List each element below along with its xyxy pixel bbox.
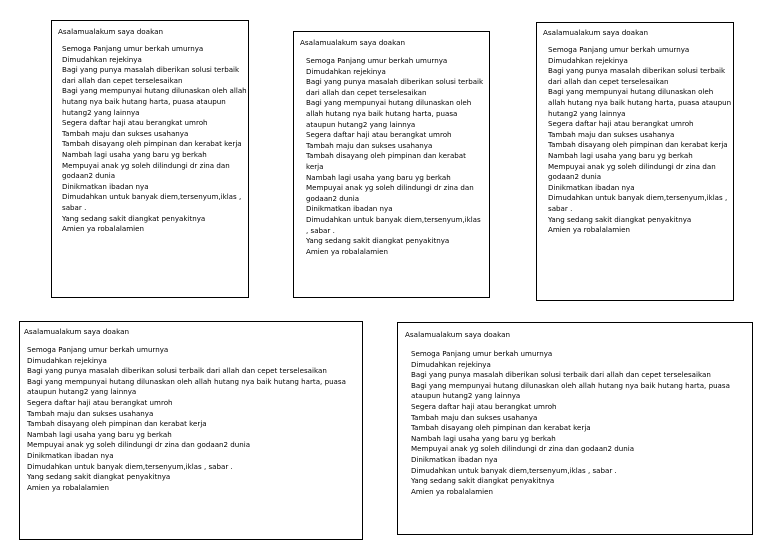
- prayer-line: Amien ya robalalamien: [27, 482, 109, 492]
- prayer-line: Bagi yang mempunyai hutang dilunaskan oleh allah hutang nya baik hutang harta, puasa ataupun hutang2 yang lainnya: [306, 98, 472, 129]
- prayer-line: Semoga Panjang umur berkah umurnya: [62, 44, 204, 53]
- prayer-line: Bagi yang punya masalah diberikan solusi terbaik dari allah dan cepet terselesaikan: [62, 65, 240, 85]
- prayer-line: Dimudahkan rejekinya: [62, 54, 142, 64]
- prayer-line: Amien ya robalalamien: [306, 246, 388, 256]
- prayer-line: Dimudahkan rejekinya: [411, 359, 491, 369]
- prayer-line: Semoga Panjang umur berkah umurnya: [411, 349, 553, 358]
- prayer-line: Tambah disayang oleh pimpinan dan kerabat kerja: [548, 140, 728, 150]
- prayer-list: [62, 44, 247, 235]
- prayer-line: Nambah lagi usaha yang baru yg berkah: [306, 172, 451, 182]
- text-box-1: [51, 20, 249, 298]
- prayer-line: Dimudahkan untuk banyak diem,tersenyum,iklas , sabar .: [411, 465, 617, 475]
- prayer-line: Nambah lagi usaha yang baru yg berkah: [62, 149, 207, 159]
- prayer-line: Dimudahkan rejekinya: [27, 355, 107, 365]
- prayer-line: Mempuyai anak yg soleh dilindungi dr zina dan godaan2 dunia: [62, 160, 230, 181]
- prayer-line: Bagi yang mempunyai hutang dilunaskan oleh allah hutang nya baik hutang harta, puasa ataupun hutang2 yang lainnya: [411, 380, 730, 401]
- prayer-line: Tambah maju dan sukses usahanya: [27, 408, 154, 418]
- prayer-line: Yang sedang sakit diangkat penyakitnya: [27, 472, 171, 482]
- prayer-line: Tambah disayang oleh pimpinan dan kerabat kerja: [62, 139, 242, 149]
- prayer-line: Bagi yang punya masalah diberikan solusi terbaik dari allah dan cepet terselesaikan: [411, 370, 711, 380]
- prayer-line: Mempuyai anak yg soleh dilindungi dr zina dan godaan2 dunia: [27, 440, 251, 450]
- prayer-line: Tambah disayang oleh pimpinan dan kerabat kerja: [27, 419, 207, 429]
- prayer-line: Amien ya robalalamien: [62, 224, 144, 234]
- prayer-line: Tambah maju dan sukses usahanya: [548, 129, 675, 139]
- prayer-line: Nambah lagi usaha yang baru yg berkah: [411, 433, 556, 443]
- text-box-4: [19, 321, 363, 540]
- prayer-line: Yang sedang sakit diangkat penyakitnya: [411, 476, 555, 486]
- prayer-line: Segera daftar haji atau berangkat umroh: [27, 397, 173, 407]
- prayer-line: Bagi yang mempunyai hutang dilunaskan oleh allah hutang nya baik hutang harta, puasa ataupun hutang2 yang lainnya: [62, 86, 247, 117]
- prayer-line: Yang sedang sakit diangkat penyakitnya: [62, 213, 206, 223]
- prayer-line: Segera daftar haji atau berangkat umroh: [306, 130, 452, 140]
- prayer-line: Mempuyai anak yg soleh dilindungi dr zina dan godaan2 dunia: [548, 161, 716, 182]
- prayer-line: Dimudahkan untuk banyak diem,tersenyum,iklas , sabar .: [306, 214, 481, 235]
- prayer-line: Segera daftar haji atau berangkat umroh: [62, 118, 208, 128]
- prayer-line: Semoga Panjang umur berkah umurnya: [27, 345, 169, 354]
- prayer-line: Bagi yang punya masalah diberikan solusi terbaik dari allah dan cepet terselesaikan: [27, 366, 327, 376]
- prayer-line: Segera daftar haji atau berangkat umroh: [411, 401, 557, 411]
- text-box-3: [536, 22, 734, 301]
- prayer-line: Yang sedang sakit diangkat penyakitnya: [548, 214, 692, 224]
- prayer-line: Dimudahkan untuk banyak diem,tersenyum,iklas , sabar .: [27, 461, 233, 471]
- prayer-line: Mempuyai anak yg soleh dilindungi dr zina dan godaan2 dunia: [306, 183, 474, 203]
- prayer-line: Dimudahkan untuk banyak diem,tersenyum,iklas , sabar .: [62, 192, 242, 212]
- prayer-line: Dinikmatkan ibadan nya: [548, 182, 635, 192]
- prayer-line: Semoga Panjang umur berkah umurnya: [306, 56, 448, 65]
- box-title: Asalamualakum saya doakan: [543, 28, 649, 37]
- prayer-line: Semoga Panjang umur berkah umurnya: [548, 45, 690, 54]
- prayer-line: Dimudahkan rejekinya: [306, 66, 386, 76]
- prayer-line: Nambah lagi usaha yang baru yg berkah: [548, 150, 693, 160]
- prayer-line: Dinikmatkan ibadan nya: [62, 181, 149, 191]
- prayer-line: Dimudahkan untuk banyak diem,tersenyum,iklas , sabar .: [548, 193, 728, 213]
- prayer-list: [548, 45, 732, 236]
- prayer-line: Yang sedang sakit diangkat penyakitnya: [306, 236, 450, 246]
- prayer-list: [27, 345, 361, 493]
- prayer-line: Tambah disayang oleh pimpinan dan kerabat kerja: [411, 423, 591, 433]
- prayer-line: Dimudahkan rejekinya: [548, 55, 628, 65]
- box-title: Asalamualakum saya doakan: [300, 38, 406, 47]
- prayer-line: Mempuyai anak yg soleh dilindungi dr zina dan godaan2 dunia: [411, 444, 635, 454]
- prayer-line: Tambah maju dan sukses usahanya: [306, 140, 433, 150]
- prayer-line: Dinikmatkan ibadan nya: [411, 454, 498, 464]
- prayer-list: [411, 349, 749, 497]
- prayer-line: Tambah maju dan sukses usahanya: [411, 412, 538, 422]
- prayer-line: Nambah lagi usaha yang baru yg berkah: [27, 429, 172, 439]
- prayer-line: Bagi yang punya masalah diberikan solusi terbaik dari allah dan cepet terselesaikan: [306, 77, 484, 97]
- box-title: Asalamualakum saya doakan: [24, 327, 130, 336]
- text-box-2: [293, 31, 490, 298]
- prayer-list: [306, 56, 484, 257]
- prayer-line: Amien ya robalalamien: [548, 225, 630, 235]
- prayer-line: Bagi yang mempunyai hutang dilunaskan oleh allah hutang nya baik hutang harta, puasa ataupun hutang2 yang lainnya: [27, 376, 346, 397]
- prayer-line: Tambah maju dan sukses usahanya: [62, 128, 189, 138]
- prayer-line: Amien ya robalalamien: [411, 486, 493, 496]
- box-title: Asalamualakum saya doakan: [58, 27, 164, 36]
- prayer-line: Bagi yang punya masalah diberikan solusi terbaik dari allah dan cepet terselesaikan: [548, 66, 726, 86]
- prayer-line: Dinikmatkan ibadan nya: [306, 204, 393, 214]
- prayer-line: Bagi yang mempunyai hutang dilunaskan oleh allah hutang nya baik hutang harta, puasa ataupun hutang2 yang lainnya: [548, 87, 732, 118]
- prayer-line: Tambah disayang oleh pimpinan dan kerabat kerja: [306, 151, 466, 171]
- text-box-5: [397, 322, 753, 535]
- box-title: Asalamualakum saya doakan: [405, 330, 511, 339]
- prayer-line: Dinikmatkan ibadan nya: [27, 450, 114, 460]
- prayer-line: Segera daftar haji atau berangkat umroh: [548, 119, 694, 129]
